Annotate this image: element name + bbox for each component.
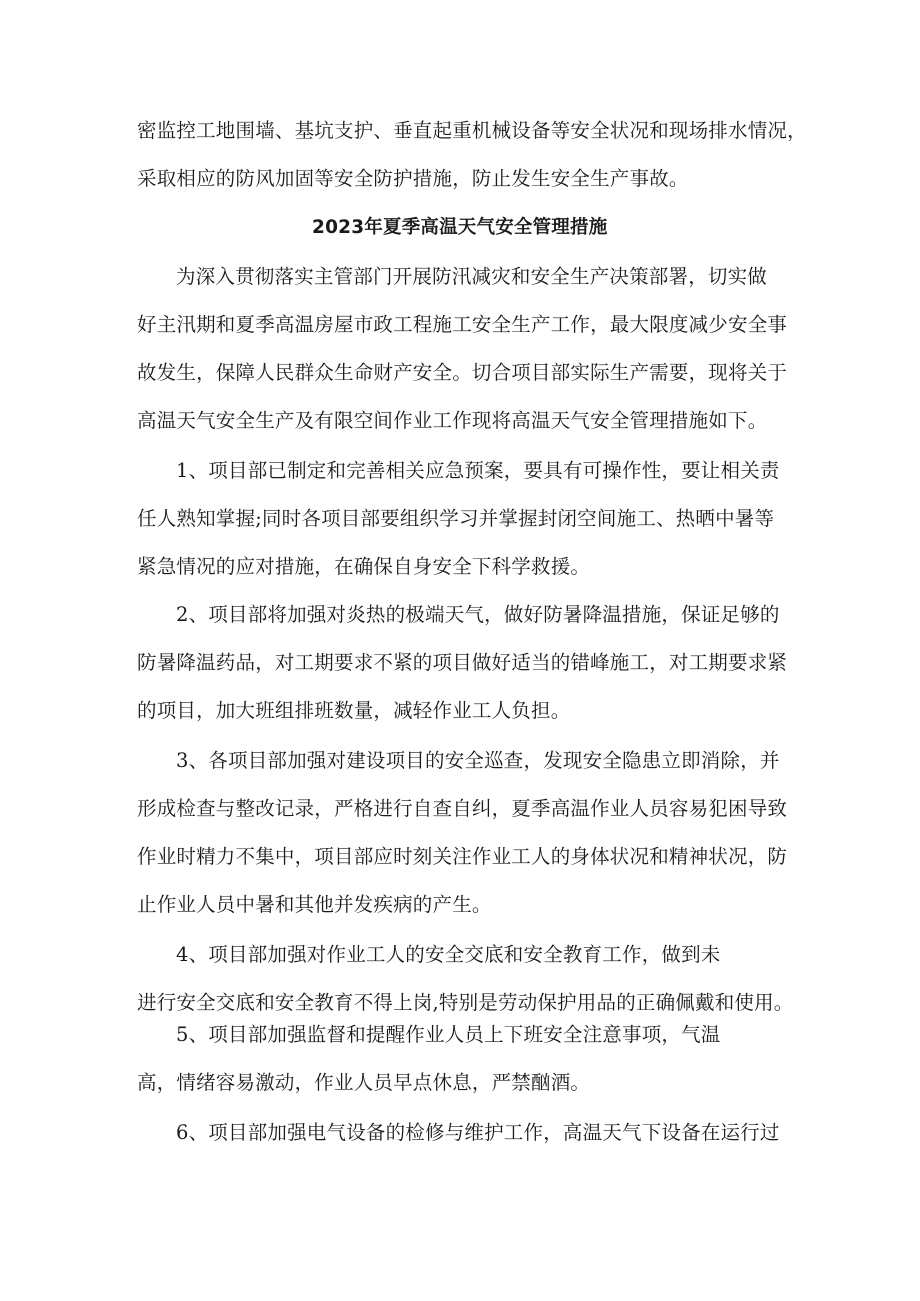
text-line-4: 好主汛期和夏季高温房屋市政工程施工安全生产工作，最大限度减少安全事 [137,313,788,336]
text-line-16: 止作业人员中暑和其他并发疾病的产生。 [137,893,492,916]
text-line-3: 为深入贯彻落实主管部门开展防汛减灾和安全生产决策部署，切实做 [176,265,768,288]
text-line-7: 1、项目部已制定和完善相关应急预案，要具有可操作性，要让相关责 [176,459,780,482]
text-line-9: 紧急情况的应对措施，在确保自身安全下科学救援。 [137,555,591,578]
text-line-11: 防暑降温药品，对工期要求不紧的项目做好适当的错峰施工，对工期要求紧 [137,651,788,674]
text-line-20: 高，情绪容易激动，作业人员早点休息，严禁酗酒。 [137,1071,591,1094]
text-line-18: 进行安全交底和安全教育不得上岗,特别是劳动保护用品的正确佩戴和使用。 [137,991,794,1014]
text-line-14: 形成检查与整改记录，严格进行自查自纠，夏季高温作业人员容易犯困导致 [137,797,788,820]
section-title: 2023年夏季高温天气安全管理措施 [312,217,608,238]
text-line-19: 5、项目部加强监督和提醒作业人员上下班安全注意事项，气温 [176,1023,721,1046]
text-line-5: 故发生，保障人民群众生命财产安全。切合项目部实际生产需要，现将关于 [137,361,788,384]
text-line-2: 采取相应的防风加固等安全防护措施，防止发生安全生产事故。 [137,167,689,190]
text-line-15: 作业时精力不集中，项目部应时刻关注作业工人的身体状况和精神状况，防 [137,845,788,868]
text-line-6: 高温天气安全生产及有限空间作业工作现将高温天气安全管理措施如下。 [137,409,768,432]
text-line-10: 2、项目部将加强对炎热的极端天气，做好防暑降温措施，保证足够的 [176,603,780,626]
text-line-17: 4、项目部加强对作业工人的安全交底和安全教育工作，做到未 [176,943,721,966]
text-line-1: 密监控工地围墙、基坑支护、垂直起重机械设备等安全状况和现场排水情况， [137,119,807,142]
text-line-13: 3、各项目部加强对建设项目的安全巡查，发现安全隐患立即消除，并 [176,749,780,772]
text-line-21: 6、项目部加强电气设备的检修与维护工作，高温天气下设备在运行过 [176,1121,780,1144]
text-line-8: 任人熟知掌握;同时各项目部要组织学习并掌握封闭空间施工、热晒中暑等 [137,507,775,530]
text-line-12: 的项目，加大班组排班数量，减轻作业工人负担。 [137,699,571,722]
